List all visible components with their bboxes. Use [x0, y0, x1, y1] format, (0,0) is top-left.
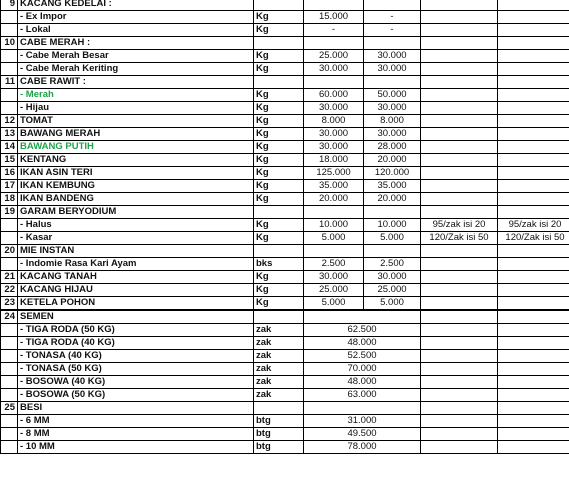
item-name: - Halus: [18, 219, 254, 232]
note-cell: [421, 363, 498, 376]
item-unit: Kg: [254, 89, 304, 102]
note-cell: 95/zak isi 20: [421, 219, 498, 232]
item-name: KACANG HIJAU: [18, 284, 254, 297]
table-row: [1, 141, 569, 154]
note-cell: [498, 128, 569, 141]
table-row: [1, 232, 569, 245]
item-number: 12: [1, 115, 18, 128]
item-number: [1, 258, 18, 271]
table-row: [1, 76, 569, 89]
item-name: MIE INSTAN: [18, 245, 254, 258]
item-number: [1, 89, 18, 102]
note-cell: 120/Zak isi 50: [498, 232, 569, 245]
price-previous: [304, 245, 364, 258]
item-name: KACANG KEDELAI :: [18, 0, 254, 11]
table-row: [1, 154, 569, 167]
item-number: [1, 389, 18, 402]
price-previous: 30.000: [304, 102, 364, 115]
price-previous: 5.000: [304, 297, 364, 311]
item-number: 21: [1, 271, 18, 284]
item-number: 24: [1, 310, 18, 324]
item-name: IKAN KEMBUNG: [18, 180, 254, 193]
note-cell: [498, 167, 569, 180]
note-cell: [421, 11, 498, 24]
note-cell: [421, 428, 498, 441]
item-number: [1, 24, 18, 37]
note-cell: [498, 180, 569, 193]
note-cell: [498, 141, 569, 154]
item-unit: Kg: [254, 141, 304, 154]
price-value: 48.000: [304, 337, 421, 350]
note-cell: [498, 102, 569, 115]
note-cell: [498, 441, 569, 454]
note-cell: [498, 363, 569, 376]
item-name: CABE RAWIT :: [18, 76, 254, 89]
note-cell: [421, 154, 498, 167]
price-current: 30.000: [364, 128, 421, 141]
price-current: 35.000: [364, 180, 421, 193]
item-name: - TONASA (40 KG): [18, 350, 254, 363]
note-cell: [421, 37, 498, 50]
note-cell: [421, 245, 498, 258]
price-value: 48.000: [304, 376, 421, 389]
table-row: [1, 310, 569, 324]
price-current: 5.000: [364, 297, 421, 311]
item-unit: Kg: [254, 232, 304, 245]
item-name: - Cabe Merah Keriting: [18, 63, 254, 76]
item-name: - Lokal: [18, 24, 254, 37]
item-unit: Kg: [254, 115, 304, 128]
note-cell: [498, 115, 569, 128]
item-unit: bks: [254, 258, 304, 271]
note-cell: [421, 258, 498, 271]
note-cell: [498, 415, 569, 428]
table-row: [1, 284, 569, 297]
item-number: 14: [1, 141, 18, 154]
item-unit: zak: [254, 389, 304, 402]
note-cell: [498, 206, 569, 219]
note-cell: [498, 324, 569, 337]
table-row: [1, 441, 569, 454]
price-value: 49.500: [304, 428, 421, 441]
table-row: [1, 115, 569, 128]
price-value: 62.500: [304, 324, 421, 337]
item-number: [1, 441, 18, 454]
item-name: - Indomie Rasa Kari Ayam: [18, 258, 254, 271]
item-number: [1, 232, 18, 245]
price-current: 28.000: [364, 141, 421, 154]
note-cell: [498, 76, 569, 89]
item-unit: [254, 76, 304, 89]
price-previous: 15.000: [304, 11, 364, 24]
note-cell: [421, 24, 498, 37]
price-previous: 25.000: [304, 284, 364, 297]
item-name: - BOSOWA (40 KG): [18, 376, 254, 389]
price-value: 63.000: [304, 389, 421, 402]
table-row: [1, 128, 569, 141]
item-name: GARAM BERYODIUM: [18, 206, 254, 219]
price-current: 30.000: [364, 271, 421, 284]
note-cell: [421, 76, 498, 89]
note-cell: [421, 0, 498, 11]
price-value: 70.000: [304, 363, 421, 376]
item-name: KETELA POHON: [18, 297, 254, 311]
note-cell: [498, 24, 569, 37]
item-name: - Merah: [18, 89, 254, 102]
item-number: [1, 50, 18, 63]
item-unit: Kg: [254, 102, 304, 115]
note-cell: [421, 284, 498, 297]
note-cell: [498, 389, 569, 402]
item-name: - Cabe Merah Besar: [18, 50, 254, 63]
item-number: [1, 337, 18, 350]
note-cell: [421, 297, 498, 311]
note-cell: [421, 337, 498, 350]
note-cell: [421, 441, 498, 454]
note-cell: [421, 128, 498, 141]
price-current: 10.000: [364, 219, 421, 232]
price-previous: 30.000: [304, 141, 364, 154]
item-unit: Kg: [254, 154, 304, 167]
item-unit: [254, 0, 304, 11]
note-cell: [421, 206, 498, 219]
note-cell: [421, 63, 498, 76]
table-row: [1, 193, 569, 206]
price-previous: 125.000: [304, 167, 364, 180]
item-unit: zak: [254, 324, 304, 337]
item-number: 13: [1, 128, 18, 141]
price-table-body: [1, 0, 569, 454]
item-name: - TIGA RODA (50 KG): [18, 324, 254, 337]
note-cell: [421, 102, 498, 115]
price-current: 25.000: [364, 284, 421, 297]
price-value: 52.500: [304, 350, 421, 363]
note-cell: [498, 271, 569, 284]
note-cell: [498, 89, 569, 102]
item-unit: Kg: [254, 284, 304, 297]
item-unit: btg: [254, 428, 304, 441]
price-previous: 18.000: [304, 154, 364, 167]
note-cell: [498, 284, 569, 297]
table-row: [1, 350, 569, 363]
item-unit: [254, 310, 304, 324]
note-cell: [421, 193, 498, 206]
item-number: 10: [1, 37, 18, 50]
item-number: 19: [1, 206, 18, 219]
item-unit: [254, 206, 304, 219]
note-cell: [421, 115, 498, 128]
item-number: [1, 428, 18, 441]
price-previous: [304, 76, 364, 89]
item-unit: Kg: [254, 219, 304, 232]
table-row: [1, 206, 569, 219]
note-cell: [421, 324, 498, 337]
item-number: 23: [1, 297, 18, 311]
table-row: [1, 167, 569, 180]
table-row: [1, 0, 569, 11]
note-cell: [421, 310, 498, 324]
item-name: - BOSOWA (50 KG): [18, 389, 254, 402]
item-name: - 6 MM: [18, 415, 254, 428]
item-name: SEMEN: [18, 310, 254, 324]
item-number: 25: [1, 402, 18, 415]
item-unit: Kg: [254, 11, 304, 24]
note-cell: [498, 63, 569, 76]
note-cell: [498, 0, 569, 11]
item-number: [1, 415, 18, 428]
item-unit: btg: [254, 441, 304, 454]
table-row: [1, 271, 569, 284]
table-row: [1, 37, 569, 50]
table-row: [1, 337, 569, 350]
note-cell: [498, 50, 569, 63]
table-row: [1, 11, 569, 24]
table-row: [1, 180, 569, 193]
price-value: 31.000: [304, 415, 421, 428]
price-current: [364, 206, 421, 219]
item-number: [1, 63, 18, 76]
price-current: 50.000: [364, 89, 421, 102]
note-cell: [498, 11, 569, 24]
item-number: 11: [1, 76, 18, 89]
item-unit: zak: [254, 350, 304, 363]
item-number: [1, 350, 18, 363]
note-cell: [421, 350, 498, 363]
price-previous: 2.500: [304, 258, 364, 271]
item-unit: Kg: [254, 271, 304, 284]
table-row: [1, 63, 569, 76]
table-row: [1, 258, 569, 271]
price-current: 30.000: [364, 102, 421, 115]
note-cell: [498, 297, 569, 311]
note-cell: [421, 376, 498, 389]
note-cell: [421, 167, 498, 180]
item-number: 22: [1, 284, 18, 297]
price-current: [364, 76, 421, 89]
price-current: 2.500: [364, 258, 421, 271]
price-current: [364, 37, 421, 50]
price-previous: 60.000: [304, 89, 364, 102]
note-cell: [498, 193, 569, 206]
table-row: [1, 219, 569, 232]
item-name: - TIGA RODA (40 KG): [18, 337, 254, 350]
table-row: [1, 89, 569, 102]
price-current: 20.000: [364, 193, 421, 206]
item-unit: btg: [254, 415, 304, 428]
table-row: [1, 297, 569, 311]
price-previous: 35.000: [304, 180, 364, 193]
item-name: - Hijau: [18, 102, 254, 115]
price-previous: 25.000: [304, 50, 364, 63]
item-name: - 8 MM: [18, 428, 254, 441]
price-current: 30.000: [364, 50, 421, 63]
item-name: BESI: [18, 402, 254, 415]
price-previous: 5.000: [304, 232, 364, 245]
table-row: [1, 24, 569, 37]
item-number: 15: [1, 154, 18, 167]
item-unit: [254, 402, 304, 415]
item-name: - TONASA (50 KG): [18, 363, 254, 376]
item-unit: Kg: [254, 24, 304, 37]
note-cell: [498, 154, 569, 167]
table-row: [1, 363, 569, 376]
item-unit: [254, 245, 304, 258]
price-value: [304, 402, 421, 415]
item-number: [1, 324, 18, 337]
note-cell: [498, 402, 569, 415]
note-cell: [421, 50, 498, 63]
note-cell: [421, 415, 498, 428]
item-unit: [254, 37, 304, 50]
note-cell: [498, 337, 569, 350]
item-unit: Kg: [254, 180, 304, 193]
price-previous: [304, 206, 364, 219]
note-cell: [421, 389, 498, 402]
price-previous: 30.000: [304, 271, 364, 284]
note-cell: [498, 376, 569, 389]
item-name: - 10 MM: [18, 441, 254, 454]
note-cell: [498, 258, 569, 271]
price-previous: 20.000: [304, 193, 364, 206]
price-current: -: [364, 24, 421, 37]
table-row: [1, 324, 569, 337]
note-cell: [498, 310, 569, 324]
note-cell: 95/zak isi 20: [498, 219, 569, 232]
note-cell: [498, 350, 569, 363]
price-current: 120.000: [364, 167, 421, 180]
item-unit: zak: [254, 376, 304, 389]
item-unit: Kg: [254, 193, 304, 206]
item-number: [1, 376, 18, 389]
table-row: [1, 102, 569, 115]
item-number: 16: [1, 167, 18, 180]
table-row: [1, 402, 569, 415]
price-previous: 10.000: [304, 219, 364, 232]
price-current: 30.000: [364, 63, 421, 76]
item-unit: zak: [254, 363, 304, 376]
note-cell: 120/Zak isi 50: [421, 232, 498, 245]
price-value: [304, 310, 421, 324]
item-number: 17: [1, 180, 18, 193]
item-number: [1, 219, 18, 232]
table-row: [1, 428, 569, 441]
table-row: [1, 415, 569, 428]
note-cell: [498, 428, 569, 441]
price-current: [364, 245, 421, 258]
item-name: TOMAT: [18, 115, 254, 128]
price-current: 8.000: [364, 115, 421, 128]
note-cell: [421, 141, 498, 154]
item-number: 18: [1, 193, 18, 206]
price-value: 78.000: [304, 441, 421, 454]
price-current: [364, 0, 421, 11]
item-name: - Kasar: [18, 232, 254, 245]
note-cell: [498, 245, 569, 258]
item-name: KENTANG: [18, 154, 254, 167]
note-cell: [421, 89, 498, 102]
price-previous: 8.000: [304, 115, 364, 128]
item-number: 20: [1, 245, 18, 258]
note-cell: [421, 180, 498, 193]
table-row: [1, 50, 569, 63]
note-cell: [421, 271, 498, 284]
price-previous: [304, 37, 364, 50]
price-previous: 30.000: [304, 63, 364, 76]
item-unit: zak: [254, 337, 304, 350]
item-name: BAWANG MERAH: [18, 128, 254, 141]
price-previous: -: [304, 24, 364, 37]
item-number: [1, 102, 18, 115]
table-row: [1, 245, 569, 258]
item-name: IKAN ASIN TERI: [18, 167, 254, 180]
table-row: [1, 389, 569, 402]
item-name: CABE MERAH :: [18, 37, 254, 50]
price-current: 20.000: [364, 154, 421, 167]
price-current: -: [364, 11, 421, 24]
item-name: KACANG TANAH: [18, 271, 254, 284]
price-current: 5.000: [364, 232, 421, 245]
item-unit: Kg: [254, 128, 304, 141]
item-unit: Kg: [254, 167, 304, 180]
item-name: IKAN BANDENG: [18, 193, 254, 206]
item-unit: Kg: [254, 50, 304, 63]
item-name: - Ex Impor: [18, 11, 254, 24]
item-unit: Kg: [254, 63, 304, 76]
price-previous: [304, 0, 364, 11]
item-number: [1, 363, 18, 376]
note-cell: [421, 402, 498, 415]
price-previous: 30.000: [304, 128, 364, 141]
note-cell: [498, 37, 569, 50]
item-name: BAWANG PUTIH: [18, 141, 254, 154]
item-unit: Kg: [254, 297, 304, 311]
item-number: 9: [1, 0, 18, 11]
table-row: [1, 376, 569, 389]
item-number: [1, 11, 18, 24]
